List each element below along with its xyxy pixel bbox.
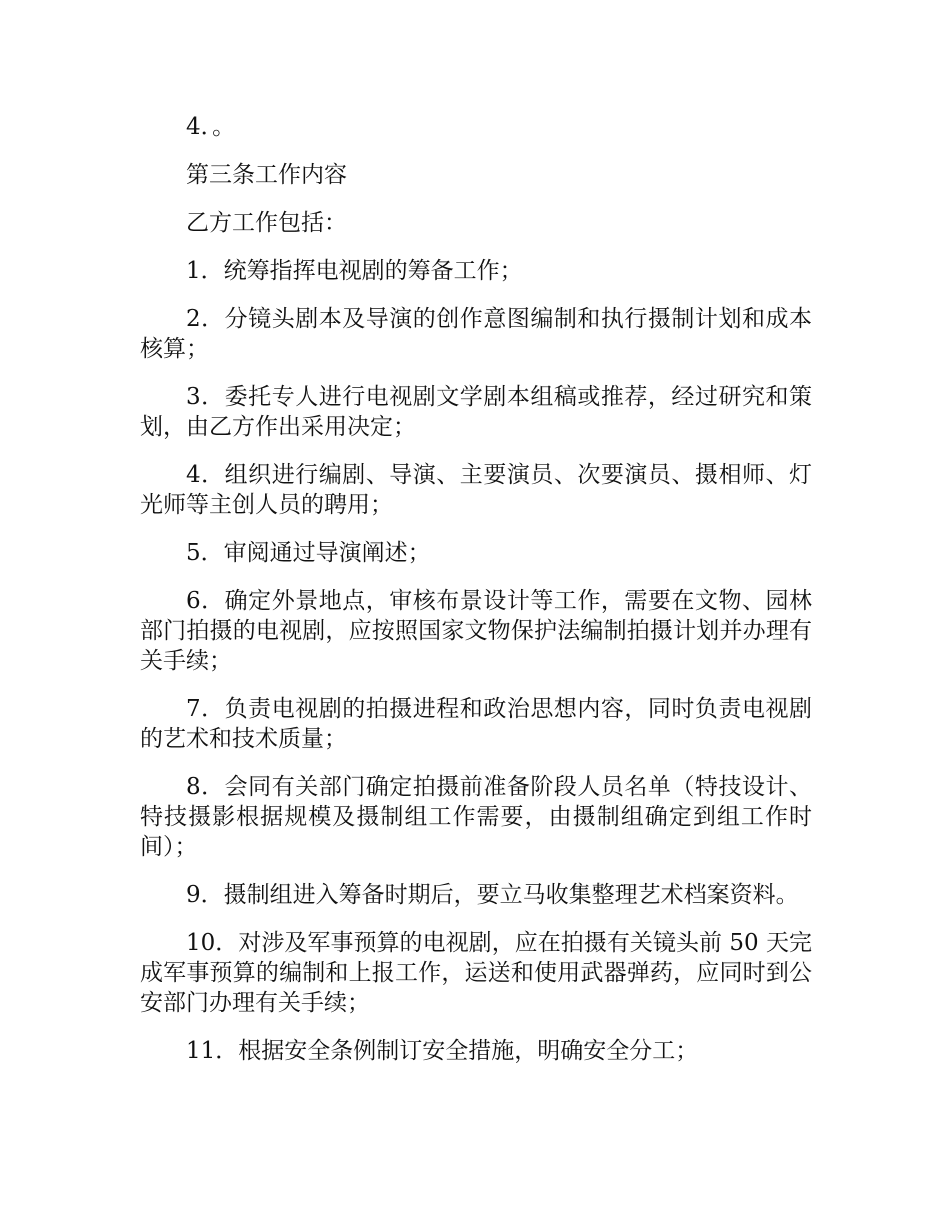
list-item-4: 4．组织进行编剧、导演、主要演员、次要演员、摄相师、灯光师等主创人员的聘用；: [140, 462, 812, 518]
document-body: [140, 112, 812, 1084]
list-item-1: 1．统筹指挥电视剧的筹备工作；: [186, 258, 523, 284]
section-heading: 第三条工作内容: [186, 162, 347, 188]
list-item-3: 3．委托专人进行电视剧文学剧本组稿或推荐，经过研究和策划，由乙方作出采用决定；: [140, 384, 812, 440]
paragraph-item-4-end: 4．。: [186, 114, 236, 140]
section-intro: 乙方工作包括：: [186, 210, 347, 236]
list-item-9: 9．摄制组进入筹备时期后，要立马收集整理艺术档案资料。: [186, 882, 799, 908]
list-item-7: 7．负责电视剧的拍摄进程和政治思想内容，同时负责电视剧的艺术和技术质量；: [140, 696, 812, 752]
list-item-2: 2．分镜头剧本及导演的创作意图编制和执行摄制计划和成本核算；: [140, 306, 812, 362]
list-item-5: 5．审阅通过导演阐述；: [186, 540, 431, 566]
list-item-11: 11．根据安全条例制订安全措施，明确安全分工；: [186, 1038, 699, 1064]
list-item-8: 8．会同有关部门确定拍摄前准备阶段人员名单（特技设计、特技摄影根据规模及摄制组工作需要，由摄制组确定到组工作时间）；: [140, 774, 812, 860]
list-item-10: 10．对涉及军事预算的电视剧，应在拍摄有关镜头前 50 天完成军事预算的编制和上报工作，运送和使用武器弹药，应同时到公安部门办理有关手续；: [140, 930, 812, 1016]
list-item-6: 6．确定外景地点，审核布景设计等工作，需要在文物、园林部门拍摄的电视剧，应按照国家文物保护法编制拍摄计划并办理有关手续；: [140, 588, 812, 674]
